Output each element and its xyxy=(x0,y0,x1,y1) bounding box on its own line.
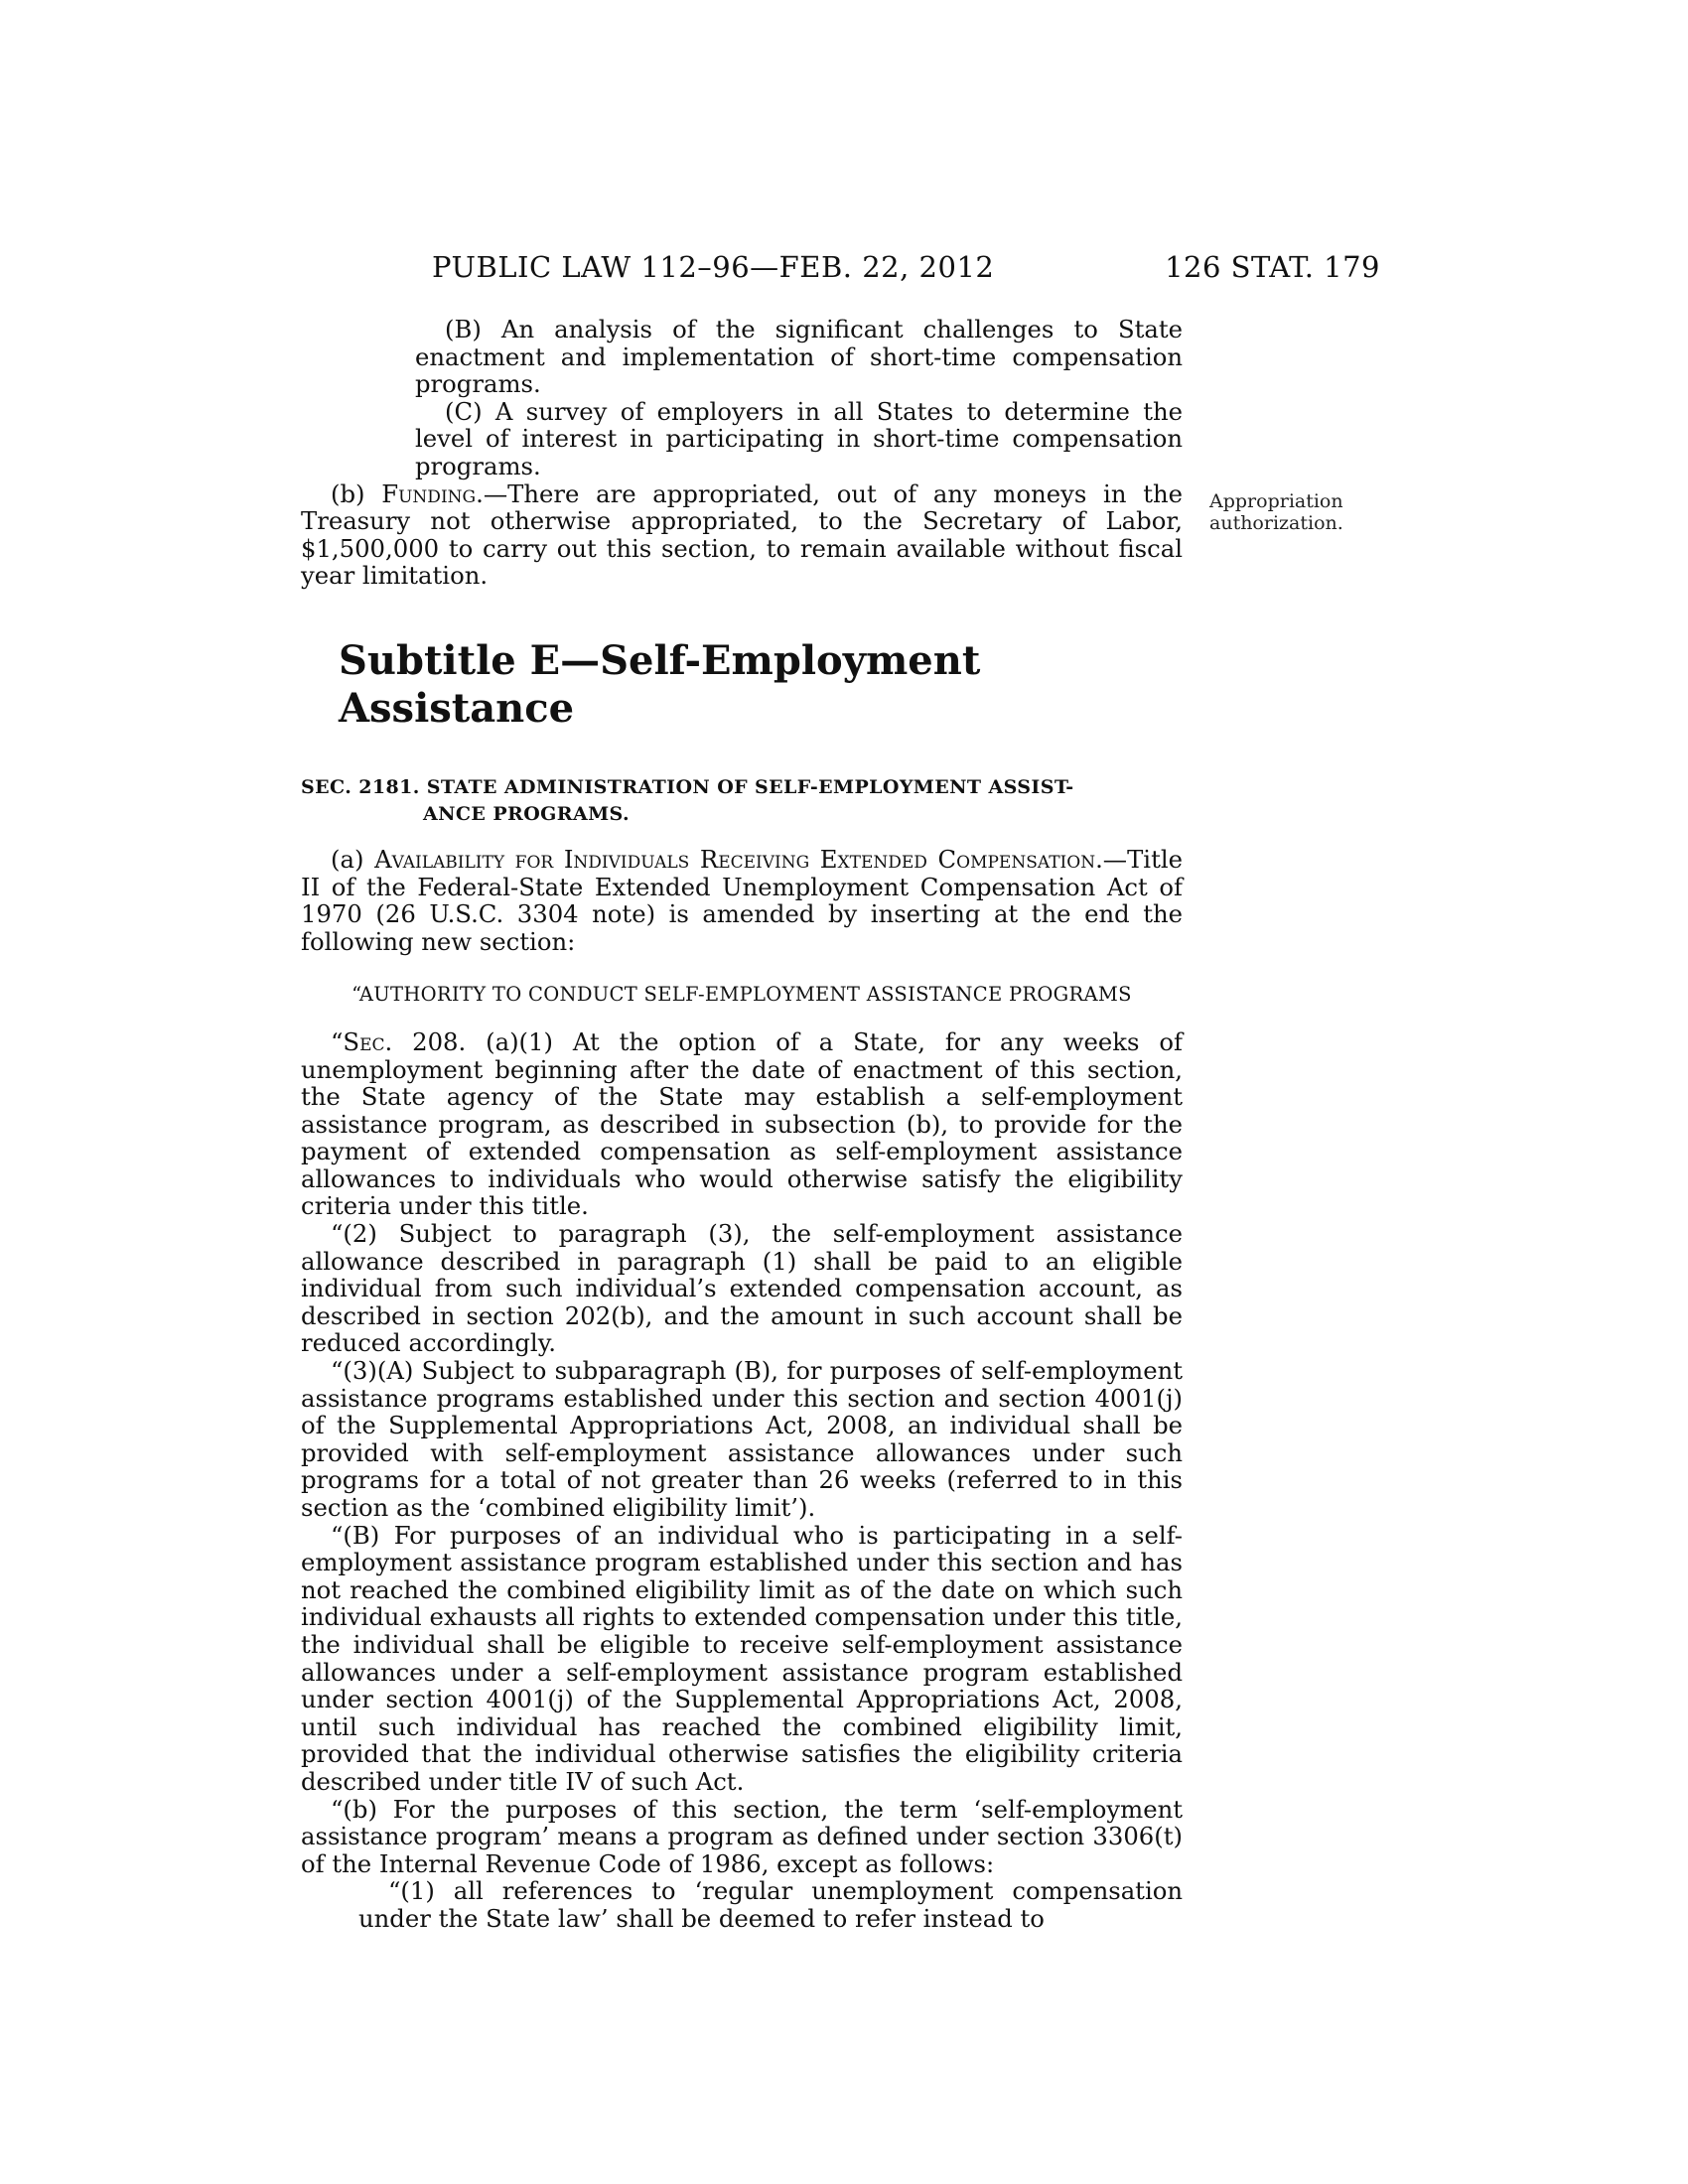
margin-note-line: authorization. xyxy=(1209,512,1343,534)
paragraph-sec-208 xyxy=(301,1028,1183,1220)
paragraph-availability xyxy=(301,846,1183,955)
paragraph-2: “(2) Subject to paragraph (3), the self-employment assistance allowance described in paragraph (1) shall be paid to an eligible individual from such individual’s extended compensation account, as described in section 202(b), and the amount in such account shall be reduced accordingly. xyxy=(301,1219,1183,1358)
section-heading-line: ANCE PROGRAMS. xyxy=(423,802,631,825)
sec208-prefix: “ xyxy=(331,1026,344,1056)
availability-text: .—Title II of the Federal-State Extended Unemployment Compensation Act of 1970 (26 U.S.C. 3304 note) is amended by inserting at the end the following new section: xyxy=(301,844,1183,956)
running-title: PUBLIC LAW 112–96—FEB. 22, 2012 xyxy=(432,250,995,284)
subtitle-heading: Subtitle E—Self-Employment Assistance xyxy=(339,636,981,732)
paragraph-subsection-b: “(b) For the purposes of this section, the term ‘self-employment assistance program’ means a program as defined under section 3306(t) of the Internal Revenue Code of 1986, except as follows: xyxy=(301,1794,1183,1878)
paragraph-3b: “(B) For purposes of an individual who is participating in a self-employment assistance program established under this section and has not reached the combined eligibility limit as of the date on which such individual exhausts all rights to extended compensation under this title, the individual shall be eligible to receive self-employment assistance allowances under a self-employment assistance program established under section 4001(j) of the Supplemental Appropriations Act, 2008, until such individual has reached the combined eligibility limit, provided that the individual otherwise satisfies the eligibility criteria described under title IV of such Act. xyxy=(301,1520,1183,1796)
margin-note-line: Appropriation xyxy=(1209,490,1343,512)
funding-text: .—There are appropriated, out of any moneys in the Treasury not otherwise appropriated, to the Secretary of Labor, $1,500,000 to carry out this section, to remain available without fiscal year limitation. xyxy=(301,478,1183,591)
sec208-text: . 208. (a)(1) At the option of a State, for any weeks of unemployment beginning after the date of enactment of this section, the State agency of the State may establish a self-employment assistance program, as described in subsection (b), to provide for the payment of extended compensation as self-employment assistance allowances to individuals who would otherwise satisfy the eligibility criteria under this title. xyxy=(301,1026,1183,1221)
stat-page-number: 126 STAT. 179 xyxy=(1165,250,1380,284)
availability-heading: Availability for Individuals Receiving Extended Compensation xyxy=(374,844,1096,874)
paragraph-subsection-b1: “(1) all references to ‘regular unemployment compensation under the State law’ shall be deemed to refer instead to xyxy=(358,1876,1183,1933)
page-header xyxy=(298,250,1380,290)
paragraph-c-survey: (C) A survey of employers in all States to determine the level of interest in participating in short-time compensation programs. xyxy=(415,396,1183,480)
funding-label: (b) xyxy=(331,478,382,508)
inserted-section-title: “AUTHORITY TO CONDUCT SELF-EMPLOYMENT ASSISTANCE PROGRAMS xyxy=(352,983,1132,1007)
paragraph-b-analysis: (B) An analysis of the significant challenges to State enactment and implementation of short-time compensation programs. xyxy=(415,315,1183,399)
margin-note xyxy=(1209,490,1358,534)
paragraph-funding xyxy=(301,480,1183,590)
sec208-label: Sec xyxy=(343,1026,385,1056)
document-body xyxy=(301,316,1183,1933)
paragraph-3a: “(3)(A) Subject to subparagraph (B), for purposes of self-employment assistance programs established under this section and section 4001(j) of the Supplemental Appropriations Act, 2008, an individual shall be provided with self-employment assistance allowances under such programs for a total of not greater than 26 weeks (referred to in this section as the ‘combined eligibility limit’). xyxy=(301,1356,1183,1522)
section-heading xyxy=(301,774,1183,828)
funding-heading: Funding xyxy=(381,478,477,508)
section-heading-line: SEC. 2181. STATE ADMINISTRATION OF SELF-EMPLOYMENT ASSIST- xyxy=(301,775,1074,798)
availability-label: (a) xyxy=(331,844,375,874)
